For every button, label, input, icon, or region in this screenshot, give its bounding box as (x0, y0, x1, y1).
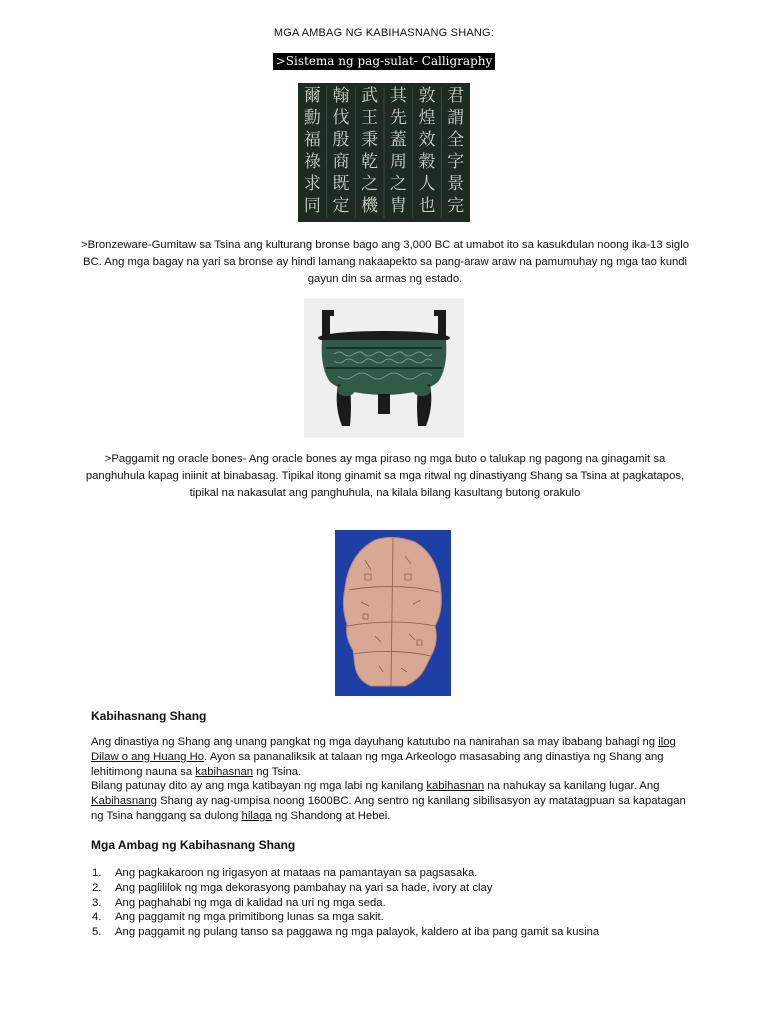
bronzeware-paragraph: >Bronzeware-Gumitaw sa Tsina ang kulturang bronse bago ang 3,000 BC at umabot ito sa kasukdulan noong ika-13 siglo BC. Ang mga bagay na yari sa bronse ay hindi lamang nakaapekto sa pang-araw araw na pamumuhay ng mga tao kundi gayun din sa armas ng estado. (80, 239, 689, 285)
link-kabihasnang[interactable]: Kabihasnang (91, 794, 157, 807)
p2-text-c: Shang ay nag-umpisa noong 1600BC. Ang sentro ng kanilang sibilisasyon ay matatagpuan sa kapatagan ng Tsina hanggang sa dulong (91, 794, 686, 822)
link-kabihasnan[interactable]: kabihasnan (195, 765, 254, 778)
calligraphy-glyph: 穀 (418, 152, 436, 172)
calligraphy-glyph: 謂 (447, 108, 465, 128)
calligraphy-glyph: 爾 (303, 86, 321, 106)
list-item-text: Ang paggamit ng mga primitibong lunas sa mga sakit. (115, 911, 384, 924)
list-item (91, 925, 691, 940)
list-number: 2. (92, 881, 102, 894)
list-item (91, 896, 691, 911)
calligraphy-glyph: 之 (361, 174, 379, 194)
list-number: 4. (92, 911, 102, 924)
calligraphy-glyph: 翰 (332, 86, 350, 106)
calligraphy-glyph: 景 (447, 174, 465, 194)
calligraphy-glyph: 周 (389, 152, 407, 172)
calligraphy-banner: >Sistema ng pag-sulat- Calligraphy (273, 53, 496, 70)
calligraphy-glyph: 字 (447, 152, 465, 172)
list-item (91, 866, 691, 881)
list-item-text: Ang paggamit ng pulang tanso sa paggawa ng mga palayok, kaldero at iba pang gamit sa kusina (115, 926, 600, 939)
bronze-ding-drawing (304, 298, 464, 438)
bronze-vessel-image (304, 298, 464, 438)
calligraphy-glyph: 效 (418, 130, 436, 150)
list-item (91, 910, 691, 925)
calligraphy-glyph: 胄 (389, 196, 407, 216)
calligraphy-glyph: 機 (361, 196, 379, 216)
list-number: 5. (92, 926, 102, 939)
document-title: MGA AMBAG NG KABIHASNANG SHANG: (273, 27, 495, 39)
calligraphy-glyph: 其 (389, 86, 407, 106)
calligraphy-glyph: 秉 (361, 130, 379, 150)
calligraphy-glyph: 同 (303, 196, 321, 216)
calligraphy-glyph: 完 (447, 196, 465, 216)
section-heading-kabihasnang-shang: Kabihasnang Shang (91, 709, 207, 723)
calligraphy-glyph: 之 (389, 174, 407, 194)
calligraphy-glyph: 伐 (332, 108, 350, 128)
link-kabihasnan-2[interactable]: kabihasnan (426, 780, 485, 792)
link-hilaga[interactable]: hilaga (241, 809, 272, 822)
calligraphy-glyph: 定 (332, 196, 350, 216)
calligraphy-glyph: 求 (303, 174, 321, 194)
list-item-text: Ang pagkakaroon ng irigasyon at mataas na pamantayan sa pagsasaka. (115, 867, 478, 879)
link-ilog-dilaw[interactable]: ilog Dilaw o ang Huang Ho (91, 736, 676, 763)
list-item (91, 881, 691, 896)
calligraphy-glyph: 煌 (418, 108, 436, 128)
list-number: 1. (92, 867, 102, 879)
calligraphy-glyph: 武 (361, 86, 379, 106)
oracle-bone-image (335, 530, 451, 696)
calligraphy-glyph: 福 (303, 130, 321, 150)
oracle-bones-paragraph: >Paggamit ng oracle bones- Ang oracle bones ay mga piraso ng mga buto o talukap ng pagong na ginagamit sa panghuhula kapag iniinit at binabasag. Tipikal itong ginamit sa mga ritwal ng dinastiyang Shang sa Tsina at pagkatapos, tipikal na nakasulat ang panghuhula, na kilala bilang kasultang butong orakulo (85, 453, 685, 499)
section-heading-mga-ambag: Mga Ambag ng Kabihasnang Shang (91, 838, 296, 852)
calligraphy-glyph: 商 (332, 152, 350, 172)
calligraphy-glyph: 也 (418, 196, 436, 216)
calligraphy-image (298, 83, 470, 222)
p2-text-a: Bilang patunay dito ay ang mga katibayan ng mga labi ng kanilang (91, 780, 427, 792)
p2-text-b: na nahukay sa kanilang lugar. Ang (484, 780, 660, 792)
calligraphy-glyph: 全 (447, 130, 465, 150)
ambag-list (91, 866, 691, 940)
calligraphy-glyph: 先 (389, 108, 407, 128)
calligraphy-glyph: 君 (447, 86, 465, 106)
calligraphy-glyph: 乾 (361, 152, 379, 172)
calligraphy-drawing (298, 83, 470, 222)
p1-text-c: ng Tsina. (253, 765, 302, 778)
calligraphy-glyph: 既 (332, 174, 350, 194)
oracle-shell-drawing (335, 530, 451, 696)
list-item-text: Ang paghahabi ng mga di kalidad na uri ng mga seda. (115, 896, 386, 909)
kabihasnang-shang-paragraph-2 (91, 779, 691, 823)
banner-row (0, 52, 768, 70)
calligraphy-glyph: 敦 (418, 86, 436, 106)
p1-text-a: Ang dinastiya ng Shang ang unang pangkat ng mga dayuhang katutubo na nanirahan sa may ibabang bahagi ng (91, 736, 659, 748)
kabihasnang-shang-paragraph-1 (91, 735, 691, 779)
calligraphy-glyph: 勳 (303, 108, 321, 128)
list-item-text: Ang paglililok ng mga dekorasyong pambahay na yari sa hade, ivory at clay (115, 881, 493, 894)
calligraphy-glyph: 蓋 (389, 130, 407, 150)
calligraphy-glyph: 王 (361, 108, 379, 128)
p1-text-b: . Ayon sa pananaliksik at talaan ng mga Arkeologo masasabing ang dinastiya ng Shang ang lehitimong nauna sa (91, 750, 664, 778)
calligraphy-glyph: 祿 (303, 152, 321, 172)
calligraphy-glyph: 人 (418, 174, 436, 194)
calligraphy-glyph: 殷 (332, 130, 350, 150)
p2-text-d: ng Shandong at Hebei. (271, 809, 391, 822)
list-number: 3. (92, 896, 102, 909)
